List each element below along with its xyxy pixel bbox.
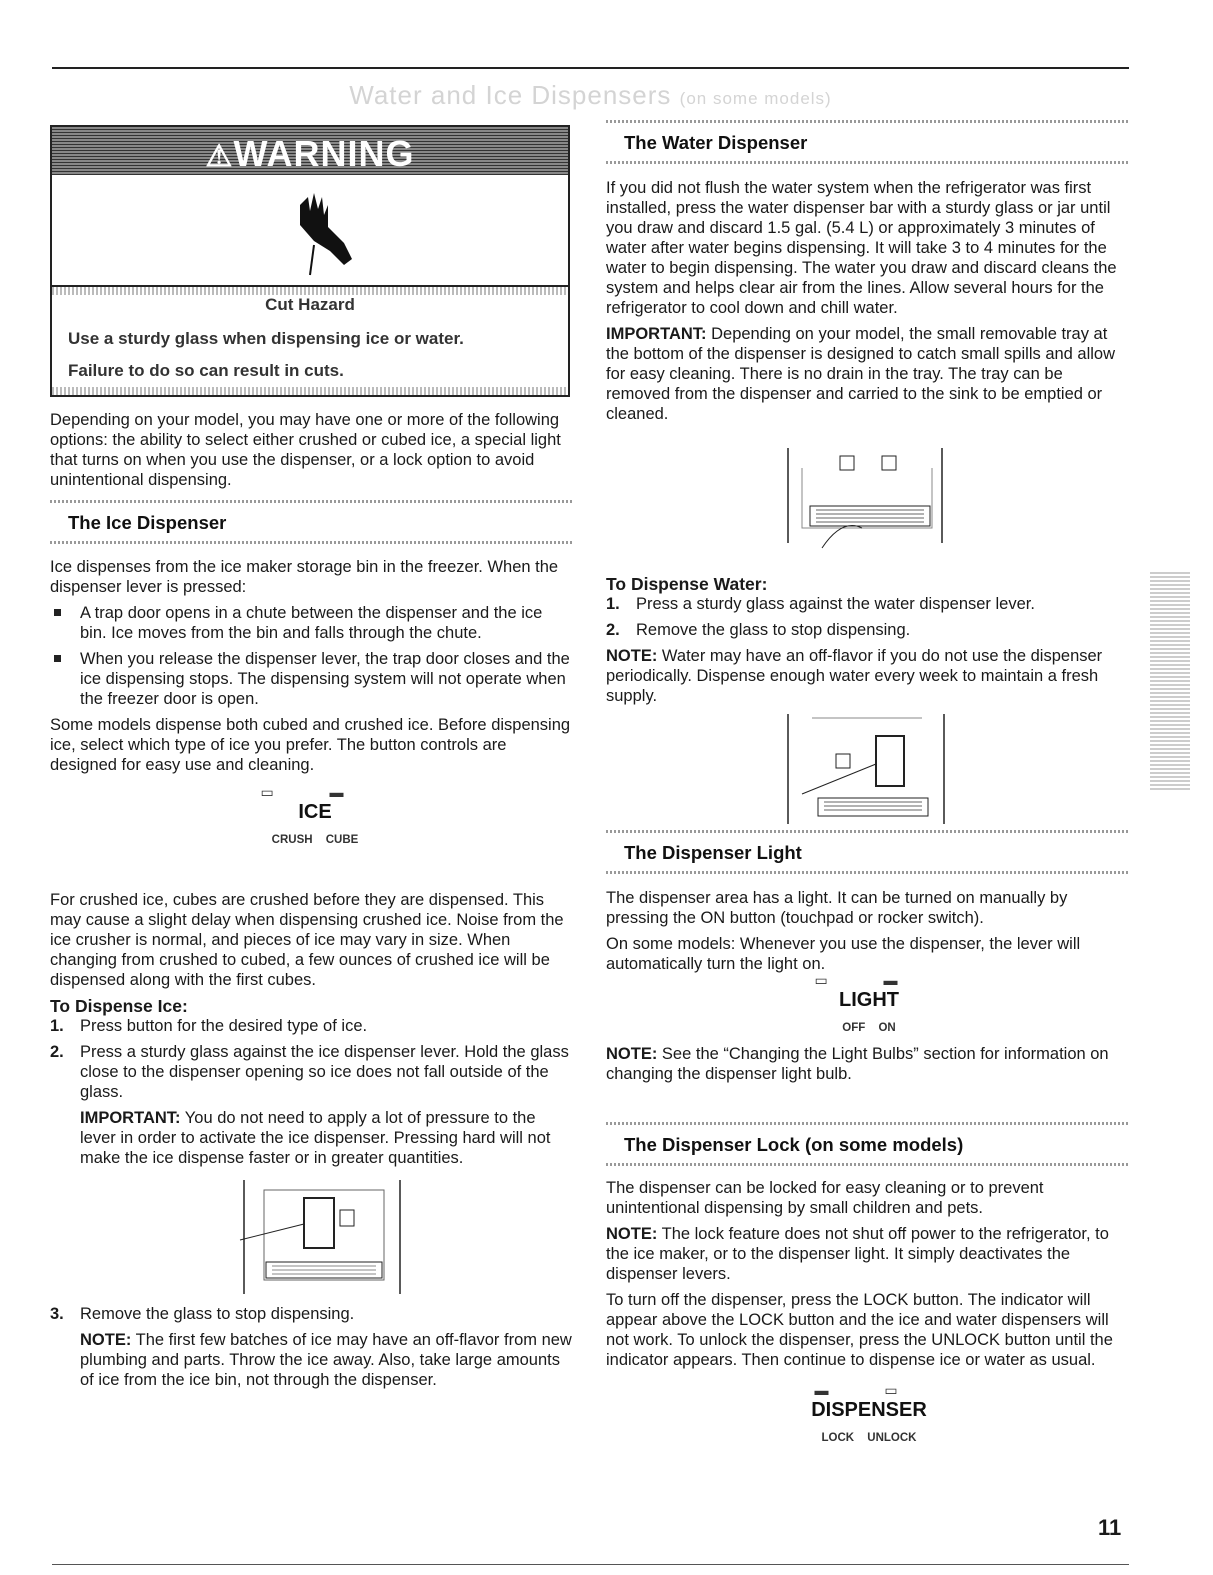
important-label: IMPORTANT: [80, 1109, 181, 1127]
warning-line-1: Use a sturdy glass when dispensing ice or water. [68, 329, 464, 348]
warning-title [52, 133, 568, 175]
section-rule-bottom [606, 871, 1128, 874]
warning-line-2: Failure to do so can result in cuts. [68, 361, 344, 380]
lock-control-panel [784, 1382, 954, 1444]
light-note [606, 1044, 1128, 1084]
ice-dispenser-body-3 [50, 1304, 572, 1396]
note-text: Water may have an off-flavor if you do not use the dispenser periodically. Dispense enough water every week to maintain a fresh supply. [606, 647, 1103, 705]
glass-water-icon [782, 714, 952, 824]
ice-control-panel [230, 784, 400, 846]
ice-control-label: ICE [298, 801, 332, 823]
section-rule-top [606, 830, 1128, 833]
glass-dispenser-icon [236, 1180, 406, 1294]
water-glass-illustration [782, 714, 952, 824]
ice-bullet-list [50, 603, 572, 709]
cut-hand-icon [52, 175, 568, 285]
light-indicator-icons: ▭ ▬ [814, 972, 924, 988]
step-text: Press a sturdy glass against the ice dispenser lever. Hold the glass close to the dispenser opening so ice does not fall outside of the glass. [80, 1043, 569, 1101]
drip-tray-icon [782, 448, 952, 568]
list-item [606, 620, 1128, 640]
light-control-buttons [784, 1022, 954, 1034]
bullet-icon [54, 609, 61, 616]
step-number: 1. [50, 1017, 64, 1035]
cube-button[interactable]: CUBE [325, 834, 359, 846]
lock-control-label: DISPENSER [811, 1399, 927, 1421]
unlock-button[interactable]: UNLOCK [867, 1432, 917, 1444]
ice-indicator-icons: ▭ ▬ [260, 784, 370, 800]
dispense-water-heading: To Dispense Water: [606, 574, 768, 594]
off-button[interactable]: OFF [842, 1022, 866, 1034]
warning-hazard-title: Cut Hazard [265, 295, 355, 314]
section-header-light [606, 830, 1128, 874]
step-number: 2. [50, 1043, 64, 1061]
warning-box [50, 125, 570, 397]
section-rule-bottom [50, 541, 572, 544]
water-section-title: The Water Dispenser [624, 132, 808, 153]
water-note [606, 646, 1128, 706]
important-note [80, 1108, 572, 1168]
side-tab-marker [1150, 570, 1190, 790]
note-text: The first few batches of ice may have an off-flavor from new plumbing and parts. Throw the ice away. Also, take large amounts of ice from the ice bin, not through the dispenser. [80, 1331, 572, 1389]
light-paragraph-1: The dispenser area has a light. It can be turned on manually by pressing the ON button (touchpad or rocker switch). [606, 889, 1068, 927]
crush-button[interactable]: CRUSH [271, 834, 313, 846]
lock-indicator-icons: ▬ ▭ [814, 1382, 924, 1398]
step-text: Press a sturdy glass against the water dispenser lever. [636, 595, 1035, 613]
ice-note [80, 1330, 572, 1390]
step-text: Remove the glass to stop dispensing. [636, 621, 911, 639]
section-rule-top [606, 1122, 1128, 1125]
light-paragraph-2: On some models: Whenever you use the dispenser, the lever will automatically turn the light on. [606, 935, 1081, 973]
bullet-text: When you release the dispenser lever, the trap door closes and the ice dispensing stops. The dispensing system will not operate when the freezer door is open. [80, 650, 570, 708]
water-dispenser-body-2 [606, 574, 1128, 712]
intro-paragraph [50, 410, 572, 496]
step-text: Remove the glass to stop dispensing. [80, 1305, 355, 1323]
page-title-text: Water and Ice Dispensers [349, 80, 672, 110]
lock-button[interactable]: LOCK [821, 1432, 855, 1444]
ice-control-buttons [230, 834, 400, 846]
bottom-rule [52, 1564, 1129, 1565]
list-item [606, 594, 1128, 614]
cut-hazard-pictogram [52, 175, 568, 287]
lock-control-buttons [784, 1432, 954, 1444]
list-item [50, 1042, 572, 1168]
important-text: You do not need to apply a lot of pressure to the lever in order to activate the ice dispenser. Pressing hard will not make the ice dispense faster or in greater quantities. [80, 1109, 551, 1167]
important-text: Depending on your model, the small removable tray at the bottom of the dispenser is designed to catch small spills and allow for easy cleaning. There is no drain in the tray. The tray can be removed from the dispenser and carried to the sink to be emptied or cleaned. [606, 325, 1116, 423]
ice-dispenser-body-2 [50, 890, 572, 1174]
water-tray-illustration [782, 448, 952, 568]
intro-text: Depending on your model, you may have one or more of the following options: the ability to select either crushed or cubed ice, a special light that turns on when you use the dispenser, or a lock option to avoid unintentional dispensing. [50, 411, 561, 489]
list-item [50, 1304, 572, 1390]
page-title [52, 80, 1129, 111]
lock-note [606, 1224, 1128, 1284]
ice-dispenser-illustration [236, 1180, 406, 1294]
warning-divider [52, 287, 568, 295]
ice-paragraph-3: For crushed ice, cubes are crushed before they are dispensed. This may cause a slight delay when dispensing crushed ice. Noise from the ice crusher is normal, and pieces of ice may vary in size. When changing from crushed to cubed, a few ounces of crushed ice will be dispensed along with the first cubes. [50, 891, 564, 989]
step-number: 3. [50, 1305, 64, 1323]
on-button[interactable]: ON [878, 1022, 896, 1034]
lock-paragraph-1: The dispenser can be locked for easy cleaning or to prevent unintentional dispensing by small children and pets. [606, 1179, 1044, 1217]
step-number: 2. [606, 621, 620, 639]
warning-triangle-icon: ⚠ [205, 140, 234, 173]
note-label: NOTE: [80, 1331, 132, 1349]
important-label: IMPORTANT: [606, 325, 707, 343]
warning-bottom-bar [52, 387, 568, 395]
water-important [606, 324, 1128, 424]
light-note-block [606, 1044, 1128, 1090]
ice-section-title: The Ice Dispenser [68, 512, 227, 533]
list-item [50, 1016, 572, 1036]
note-text: See the “Changing the Light Bulbs” section for information on changing the dispenser light bulb. [606, 1045, 1109, 1083]
ice-paragraph-2: Some models dispense both cubed and crushed ice. Before dispensing ice, select which type of ice you prefer. The button controls are designed for easy use and cleaning. [50, 716, 571, 774]
note-label: NOTE: [606, 647, 658, 665]
water-paragraph-1: If you did not flush the water system when the refrigerator was first installed, press the water dispenser bar with a sturdy glass or jar until you draw and discard 1.5 gal. (5.4 L) or approximately 3 minutes of water after water begins dispensing. It will take 3 to 4 minutes for the water to begin dispensing. The water you draw and discard cleans the system and helps clear air from the lines. Allow several hours for the refrigerator to cool down and chill water. [606, 179, 1117, 317]
section-rule-top [606, 120, 1128, 123]
ice-paragraph-1: Ice dispenses from the ice maker storage bin in the freezer. When the dispenser lever is pressed: [50, 558, 559, 596]
light-control-label: LIGHT [839, 989, 899, 1011]
section-rule-bottom [606, 161, 1128, 164]
dispense-ice-steps [50, 1016, 572, 1168]
section-header-ice [50, 500, 572, 544]
section-rule-bottom [606, 1163, 1128, 1166]
top-rule [52, 67, 1129, 69]
dispense-ice-steps-cont [50, 1304, 572, 1390]
step-text: Press button for the desired type of ice. [80, 1017, 368, 1035]
lock-section-title: The Dispenser Lock (on some models) [624, 1134, 964, 1155]
light-control-panel [784, 972, 954, 1034]
step-number: 1. [606, 595, 620, 613]
water-dispenser-body [606, 178, 1128, 430]
dispense-ice-heading: To Dispense Ice: [50, 996, 188, 1016]
warning-heading: WARNING [233, 133, 415, 174]
light-body [606, 888, 1128, 980]
note-text: The lock feature does not shut off power to the refrigerator, to the ice maker, or to the dispenser light. It simply deactivates the dispenser levers. [606, 1225, 1109, 1283]
light-section-title: The Dispenser Light [624, 842, 802, 863]
section-header-water [606, 120, 1128, 164]
list-item [50, 649, 572, 709]
note-label: NOTE: [606, 1045, 658, 1063]
page-number: 11 [1098, 1515, 1122, 1540]
bullet-text: A trap door opens in a chute between the dispenser and the ice bin. Ice moves from the bin and falls through the chute. [80, 604, 543, 642]
list-item [50, 603, 572, 643]
lock-body [606, 1178, 1128, 1376]
ice-dispenser-body [50, 557, 572, 781]
section-rule-top [50, 500, 572, 503]
dispense-water-steps [606, 594, 1128, 640]
lock-paragraph-2: To turn off the dispenser, press the LOCK button. The indicator will appear above the LOCK button and the ice and water dispensers will not work. To unlock the dispenser, press the UNLOCK button until the indicator appears. Then continue to dispense ice or water as usual. [606, 1291, 1113, 1369]
bullet-icon [54, 655, 61, 662]
section-header-lock [606, 1122, 1128, 1166]
note-label: NOTE: [606, 1225, 658, 1243]
page-title-suffix: (on some models) [679, 89, 832, 108]
